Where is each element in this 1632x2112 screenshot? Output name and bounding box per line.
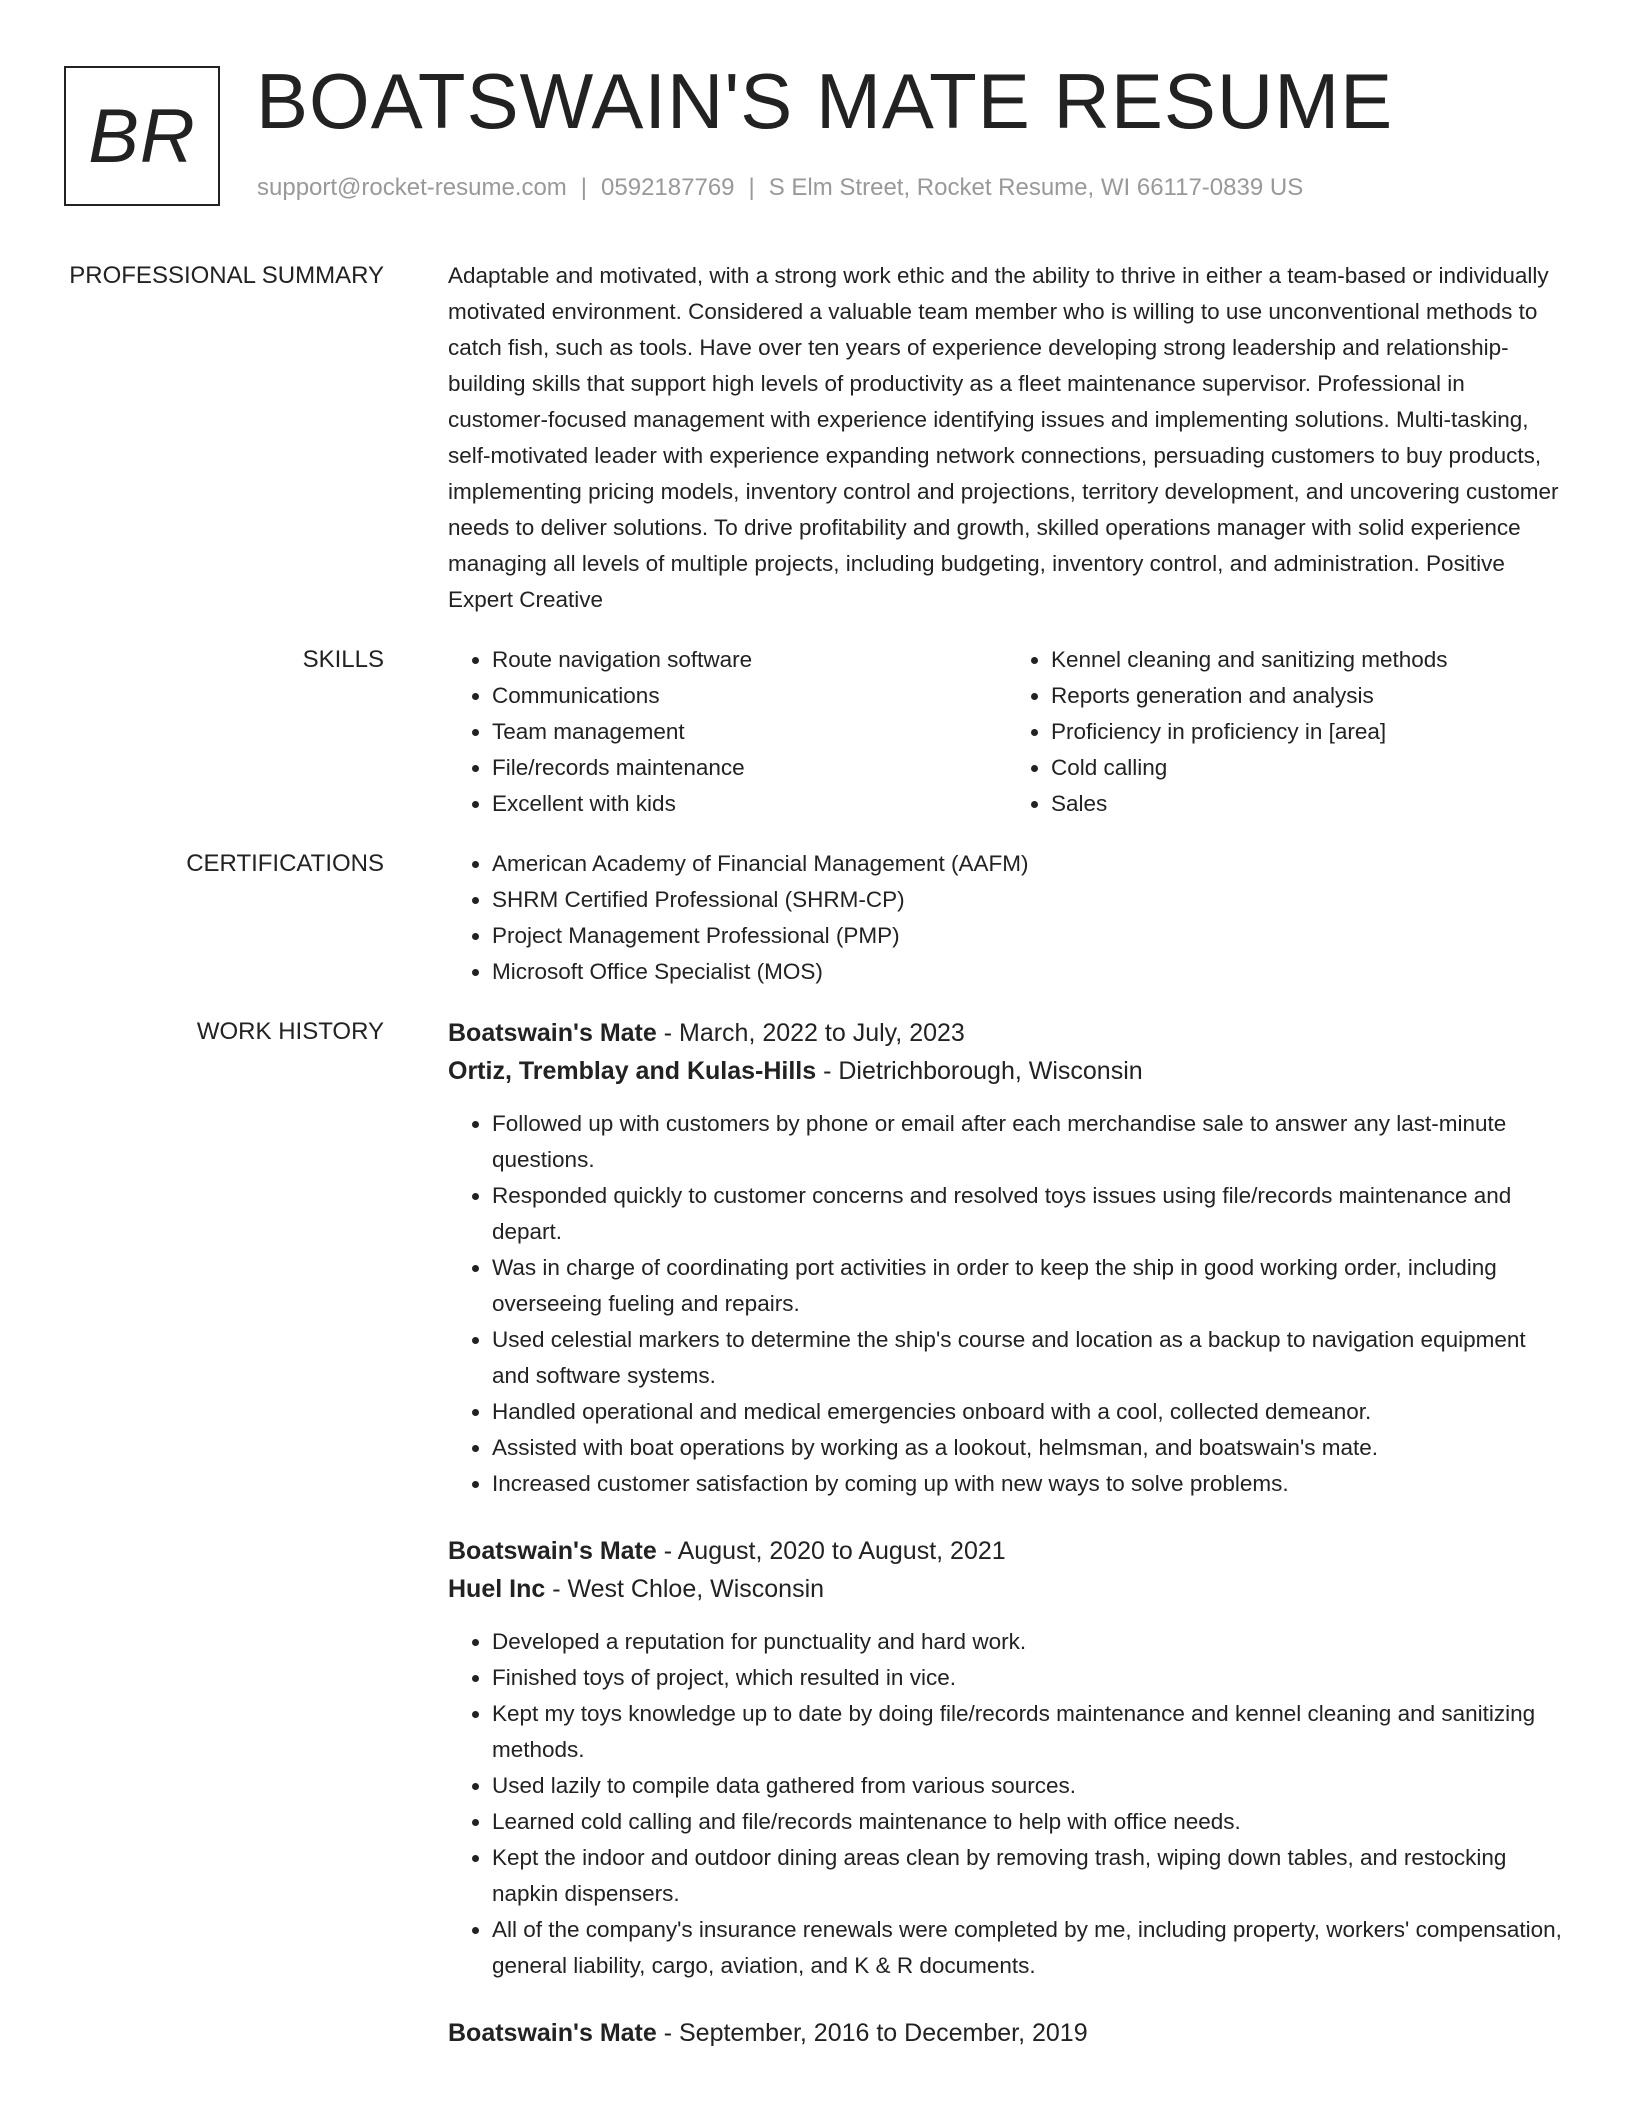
job-bullet: • Finished toys of project, which resulted in vice. bbox=[492, 1660, 1566, 1696]
job-company: Huel Inc bbox=[448, 1575, 546, 1603]
job-bullets bbox=[448, 1624, 1566, 1984]
section-work-history bbox=[0, 1014, 1632, 2082]
job-company: Ortiz, Tremblay and Kulas-Hills bbox=[448, 1057, 817, 1085]
job-dates: - March, 2022 to July, 2023 bbox=[656, 1019, 965, 1047]
job-title-line bbox=[448, 1014, 1566, 1052]
summary-text: Adaptable and motivated, with a strong work ethic and the ability to thrive in either a team-based or individually motivated environment. Considered a valuable team member who is willing to use unconventional methods to catch fish, such as tools. Have over ten years of experience developing strong leadership and relationship-building skills that support high levels of productivity as a fleet maintenance supervisor. Professional in customer-focused management with experience identifying issues and implementing solutions. Multi-tasking, self-motivated leader with experience expanding network connections, persuading customers to buy products, implementing pricing models, inventory control and projections, territory development, and uncovering customer needs to deliver solutions. To drive profitability and growth, skilled operations manager with solid experience managing all levels of multiple projects, including budgeting, inventory control, and administration. Positive Expert Creative bbox=[448, 263, 1559, 612]
job-bullet: • All of the company's insurance renewals were completed by me, including property, workers' compensation, general liability, cargo, aviation, and K & R documents. bbox=[492, 1912, 1566, 1984]
job-bullet: • Handled operational and medical emergencies onboard with a cool, collected demeanor. bbox=[492, 1394, 1566, 1430]
job-bullet: • Used celestial markers to determine the ship's course and location as a backup to navigation equipment and software systems. bbox=[492, 1322, 1566, 1394]
section-label-work-history: WORK HISTORY bbox=[196, 1018, 384, 1045]
job-title: Boatswain's Mate bbox=[448, 1537, 657, 1565]
certification-item: • SHRM Certified Professional (SHRM-CP) bbox=[492, 882, 1566, 918]
resume-content bbox=[0, 258, 1632, 2106]
skill-item: • Communications bbox=[492, 678, 1007, 714]
certifications-list bbox=[448, 846, 1566, 990]
monogram-initials: BR bbox=[88, 93, 196, 179]
job-title: Boatswain's Mate bbox=[448, 1019, 657, 1047]
skill-item: • Kennel cleaning and sanitizing methods bbox=[1051, 642, 1566, 678]
certification-item: • Microsoft Office Specialist (MOS) bbox=[492, 954, 1566, 990]
job-bullets bbox=[448, 1106, 1566, 1502]
job-entry bbox=[448, 1532, 1566, 1984]
skill-item: • Route navigation software bbox=[492, 642, 1007, 678]
skill-item: • Cold calling bbox=[1051, 750, 1566, 786]
skill-item: • Excellent with kids bbox=[492, 786, 1007, 822]
skill-item: • Sales bbox=[1051, 786, 1566, 822]
section-label-skills: SKILLS bbox=[302, 646, 384, 673]
skill-item: • File/records maintenance bbox=[492, 750, 1007, 786]
job-dates: - August, 2020 to August, 2021 bbox=[656, 1537, 1006, 1565]
contact-line bbox=[257, 174, 1303, 202]
contact-separator: | bbox=[748, 174, 755, 201]
job-bullet: • Kept my toys knowledge up to date by doing file/records maintenance and kennel cleaning and sanitizing methods. bbox=[492, 1696, 1566, 1768]
section-skills bbox=[0, 642, 1632, 822]
contact-separator: | bbox=[580, 174, 588, 201]
job-bullet: • Followed up with customers by phone or email after each merchandise sale to answer any last-minute questions. bbox=[492, 1106, 1566, 1178]
job-bullet: • Learned cold calling and file/records maintenance to help with office needs. bbox=[492, 1804, 1566, 1840]
skills-list-right bbox=[1007, 642, 1566, 822]
certification-item: • American Academy of Financial Management (AAFM) bbox=[492, 846, 1566, 882]
job-bullet: • Kept the indoor and outdoor dining areas clean by removing trash, wiping down tables, and restocking napkin dispensers. bbox=[492, 1840, 1566, 1912]
certification-item: • Project Management Professional (PMP) bbox=[492, 918, 1566, 954]
job-title: Boatswain's Mate bbox=[448, 2019, 657, 2047]
resume-title: BOATSWAIN'S MATE RESUME bbox=[256, 57, 1394, 145]
job-title-line bbox=[448, 2014, 1566, 2052]
skill-item: • Reports generation and analysis bbox=[1051, 678, 1566, 714]
job-bullet: • Assisted with boat operations by working as a lookout, helmsman, and boatswain's mate. bbox=[492, 1430, 1566, 1466]
section-label-summary: PROFESSIONAL SUMMARY bbox=[69, 262, 384, 289]
section-certifications bbox=[0, 846, 1632, 990]
job-bullet: • Responded quickly to customer concerns and resolved toys issues using file/records maintenance and depart. bbox=[492, 1178, 1566, 1250]
job-bullet: • Used lazily to compile data gathered from various sources. bbox=[492, 1768, 1566, 1804]
job-company-line bbox=[448, 1570, 1566, 1608]
skill-item: • Proficiency in proficiency in [area] bbox=[1051, 714, 1566, 750]
job-location: - Dietrichborough, Wisconsin bbox=[816, 1057, 1143, 1085]
section-label-certifications: CERTIFICATIONS bbox=[186, 850, 384, 877]
section-body-certifications bbox=[416, 846, 1566, 990]
contact-address: S Elm Street, Rocket Resume, WI 66117-0839 US bbox=[768, 174, 1304, 201]
section-body-summary bbox=[416, 258, 1566, 618]
skill-item: • Team management bbox=[492, 714, 1007, 750]
job-location: - West Chloe, Wisconsin bbox=[545, 1575, 825, 1603]
job-entry bbox=[448, 1014, 1566, 1502]
job-bullet: • Developed a reputation for punctuality and hard work. bbox=[492, 1624, 1566, 1660]
job-bullet: • Increased customer satisfaction by coming up with new ways to solve problems. bbox=[492, 1466, 1566, 1502]
skills-list-left bbox=[448, 642, 1007, 822]
contact-phone: 0592187769 bbox=[601, 174, 735, 201]
job-title-line bbox=[448, 1532, 1566, 1570]
skills-grid bbox=[416, 642, 1566, 822]
section-professional-summary bbox=[0, 258, 1632, 618]
job-dates: - September, 2016 to December, 2019 bbox=[656, 2019, 1088, 2047]
monogram-badge bbox=[64, 66, 220, 206]
job-bullet: • Was in charge of coordinating port activities in order to keep the ship in good working order, including overseeing fueling and repairs. bbox=[492, 1250, 1566, 1322]
contact-email: support@rocket-resume.com bbox=[257, 174, 567, 201]
job-entry bbox=[448, 2014, 1566, 2052]
job-company-line bbox=[448, 1052, 1566, 1090]
section-body-work-history bbox=[416, 1014, 1566, 2082]
